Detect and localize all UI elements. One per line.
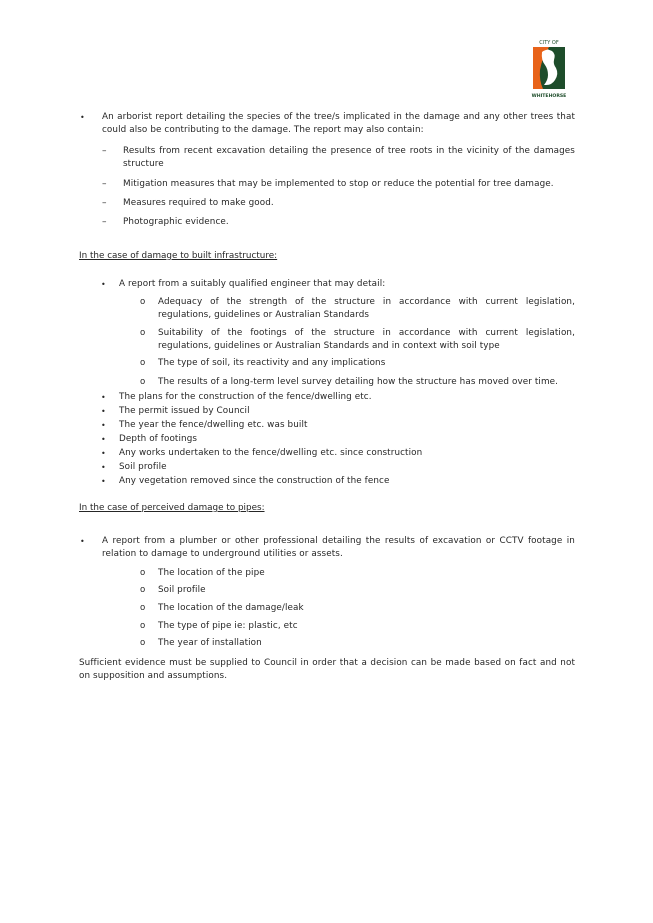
engineer-item: The type of soil, its reactivity and any implications [158, 358, 386, 368]
circle-bullet-icon: o [140, 568, 146, 578]
bullet-icon: • [101, 393, 106, 402]
bullet-icon: • [101, 449, 106, 458]
built-item: The year the fence/dwelling etc. was built [119, 420, 308, 430]
circle-bullet-icon: o [140, 297, 146, 307]
circle-bullet-icon: o [140, 377, 146, 387]
built-item: The permit issued by Council [119, 406, 250, 416]
built-item: Depth of footings [119, 434, 198, 444]
dash-icon: – [102, 198, 107, 208]
bullet-icon: • [101, 435, 106, 444]
arborist-report-text: An arborist report detailing the species of the tree/s implicated in the damage and any other trees that could also be contributing to the damage. The report may also contain: [102, 112, 575, 136]
arborist-item: Measures required to make good. [123, 198, 274, 208]
dash-icon: – [102, 217, 107, 227]
circle-bullet-icon: o [140, 603, 146, 613]
arborist-item: Results from recent excavation detailing the presence of tree roots in the vicinity of the damages structure [123, 146, 575, 170]
circle-bullet-icon: o [140, 328, 146, 338]
pipes-heading: In the case of perceived damage to pipes: [79, 503, 265, 513]
circle-bullet-icon: o [140, 621, 146, 631]
circle-bullet-icon: o [140, 358, 146, 368]
built-item: Any works undertaken to the fence/dwelling etc. since construction [119, 448, 423, 458]
engineer-item: Adequacy of the strength of the structure in accordance with current legislation, regulations, guidelines or Australian Standards [158, 297, 575, 321]
bullet-icon: • [80, 113, 85, 122]
built-item: Any vegetation removed since the construction of the fence [119, 476, 390, 486]
arborist-item: Mitigation measures that may be implemented to stop or reduce the potential for tree damage. [123, 179, 554, 189]
bullet-icon: • [101, 421, 106, 430]
circle-bullet-icon: o [140, 585, 146, 595]
circle-bullet-icon: o [140, 638, 146, 648]
engineer-report-text: A report from a suitably qualified engineer that may detail: [119, 279, 386, 289]
dash-icon: – [102, 146, 107, 156]
built-item: The plans for the construction of the fence/dwelling etc. [119, 392, 372, 402]
pipe-item: Soil profile [158, 585, 206, 595]
pipe-item: The location of the damage/leak [158, 603, 304, 613]
bullet-icon: • [101, 407, 106, 416]
pipe-item: The location of the pipe [158, 568, 265, 578]
whitehorse-logo [528, 38, 570, 100]
logo-graphic [528, 38, 570, 100]
dash-icon: – [102, 179, 107, 189]
engineer-item: Suitability of the footings of the structure in accordance with current legislation, regulations, guidelines or Australian Standards and in context with soil type [158, 328, 575, 352]
closing-paragraph: Sufficient evidence must be supplied to Council in order that a decision can be made based on fact and not on supposition and assumptions. [79, 658, 575, 682]
built-item: Soil profile [119, 462, 167, 472]
built-infrastructure-heading: In the case of damage to built infrastructure: [79, 251, 278, 261]
bullet-icon: • [101, 463, 106, 472]
bullet-icon: • [101, 477, 106, 486]
logo-top-text: CITY OF [539, 40, 559, 46]
pipe-item: The year of installation [158, 638, 262, 648]
logo-bottom-text: WHITEHORSE [531, 94, 567, 99]
bullet-icon: • [80, 537, 85, 546]
plumber-report-text: A report from a plumber or other professional detailing the results of excavation or CCTV footage in relation to damage to underground utilities or assets. [102, 536, 575, 560]
pipe-item: The type of pipe ie: plastic, etc [158, 621, 298, 631]
arborist-item: Photographic evidence. [123, 217, 229, 227]
engineer-item: The results of a long-term level survey detailing how the structure has moved over time. [158, 377, 559, 387]
bullet-icon: • [101, 280, 106, 289]
